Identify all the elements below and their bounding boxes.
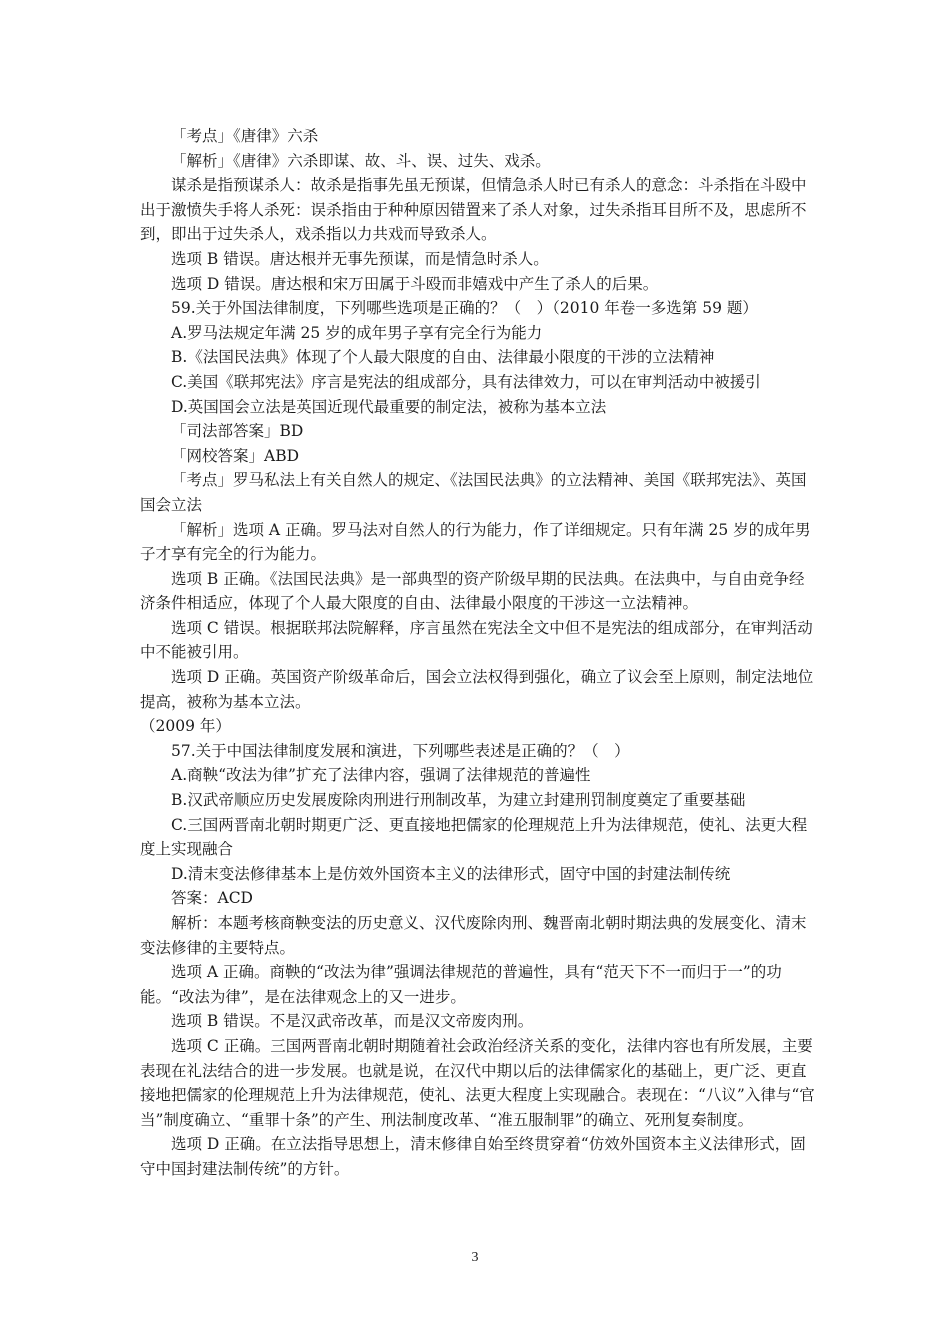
option-d-explanation: 选项 D 正确。在立法指导思想上，清末修律自始至终贯穿着“仿效外国资本主义法律形式，固守中国封建法制传统”的方针。	[140, 1135, 806, 1178]
option-c-explanation: 选项 C 正确。三国两晋南北朝时期随着社会政治经济关系的变化，法律内容也有所发展，主要表现在礼法结合的进一步发展。也就是说，在汉代中期以后的法律儒家化的基础上，更广泛、更直接地把儒家的伦理规范上升为法律规范，使礼、法更大程度上实现融合。表现在：“八议”入律与“官当”制度确立、“重罪十条”的产生、刑法制度改革、“准五服制罪”的确立、死刑复奏制度。	[140, 1036, 815, 1129]
option-b-explanation: 选项 B 错误。不是汉武帝改革，而是汉文帝废肉刑。	[171, 1012, 534, 1031]
question-59-option-b: B.《法国民法典》体现了个人最大限度的自由、法律最小限度的干涉的立法精神	[171, 348, 715, 367]
year-heading: （2009 年）	[140, 717, 231, 736]
question-59: 59.关于外国法律制度，下列哪些选项是正确的？（ ）（2010 年卷一多选第 59 题）	[171, 299, 758, 318]
question-57-option-d: D.清末变法修律基本上是仿效外国资本主义的法律形式，固守中国的封建法制传统	[171, 864, 731, 883]
question-59-option-a: A.罗马法规定年满 25 岁的成年男子享有完全行为能力	[171, 323, 543, 342]
option-c-explanation: 选项 C 错误。根据联邦法院解释，序言虽然在宪法全文中但不是宪法的组成部分，在审判活动中不能被引用。	[140, 618, 813, 662]
definition-paragraph: 谋杀是指预谋杀人：故杀是指事先虽无预谋，但情急杀人时已有杀人的意念：斗杀指在斗殴中出于激愤失手将人杀死：误杀指由于种种原因错置来了杀人对象，过失杀指耳目所不及，思虑所不到，即出于过失杀人，戏杀指以力共戏而导致杀人。	[140, 176, 807, 244]
question-57-option-b: B.汉武帝顺应历史发展废除肉刑进行刑制改革，为建立封建刑罚制度奠定了重要基础	[171, 791, 746, 810]
exam-point-paragraph: 「考点」罗马私法上有关自然人的规定、《法国民法典》的立法精神、美国《联邦宪法》、英国国会立法	[140, 471, 807, 514]
analysis-paragraph: 「解析」《唐律》六杀即谋、故、斗、误、过失、戏杀。	[171, 151, 551, 170]
analysis-paragraph: 解析：本题考核商鞅变法的历史意义、汉代废除肉刑、魏晋南北朝时期法典的发展变化、清末变法修律的主要特点。	[140, 914, 807, 957]
option-b-explanation: 选项 B 错误。唐达根并无事先预谋，而是情急时杀人。	[171, 249, 549, 268]
question-57-option-a: A.商鞅“改法为律”扩充了法律内容，强调了法律规范的普遍性	[171, 766, 591, 785]
school-answer: 「网校答案」ABD	[171, 446, 300, 465]
page-number: 3	[471, 1250, 479, 1265]
option-d-explanation: 选项 D 错误。唐达根和宋万田属于斗殴而非嬉戏中产生了杀人的后果。	[171, 274, 659, 293]
question-57-option-c: C.三国两晋南北朝时期更广泛、更直接地把儒家的伦理规范上升为法律规范，使礼、法更大程度上实现融合	[140, 815, 808, 859]
ministry-answer: 「司法部答案」BD	[171, 422, 304, 441]
option-d-explanation: 选项 D 正确。英国资产阶级革命后，国会立法权得到强化，确立了议会至上原则，制定法地位提高，被称为基本立法。	[140, 668, 814, 711]
question-57: 57.关于中国法律制度发展和演进，下列哪些表述是正确的？（ ）	[171, 741, 630, 760]
option-a-explanation: 选项 A 正确。商鞅的“改法为律”强调法律规范的普遍性，具有“范天下不一而归于一”的功能。“改法为律”，是在法律观念上的又一进步。	[140, 963, 782, 1006]
exam-point-paragraph: 「考点」《唐律》六杀	[171, 127, 319, 145]
document-body	[140, 124, 816, 1182]
analysis-paragraph: 「解析」选项 A 正确。罗马法对自然人的行为能力，作了详细规定。只有年满 25 岁的成年男子才享有完全的行为能力。	[140, 520, 811, 564]
question-59-option-d: D.英国国会立法是英国近现代最重要的制定法，被称为基本立法	[171, 397, 607, 416]
option-b-explanation: 选项 B 正确。《法国民法典》是一部典型的资产阶级早期的民法典。在法典中，与自由竞争经济条件相适应，体现了个人最大限度的自由、法律最小限度的干涉这一立法精神。	[140, 569, 805, 613]
answer-line: 答案：ACD	[171, 889, 253, 908]
question-59-option-c: C.美国《联邦宪法》序言是宪法的组成部分，具有法律效力，可以在审判活动中被援引	[171, 372, 761, 391]
